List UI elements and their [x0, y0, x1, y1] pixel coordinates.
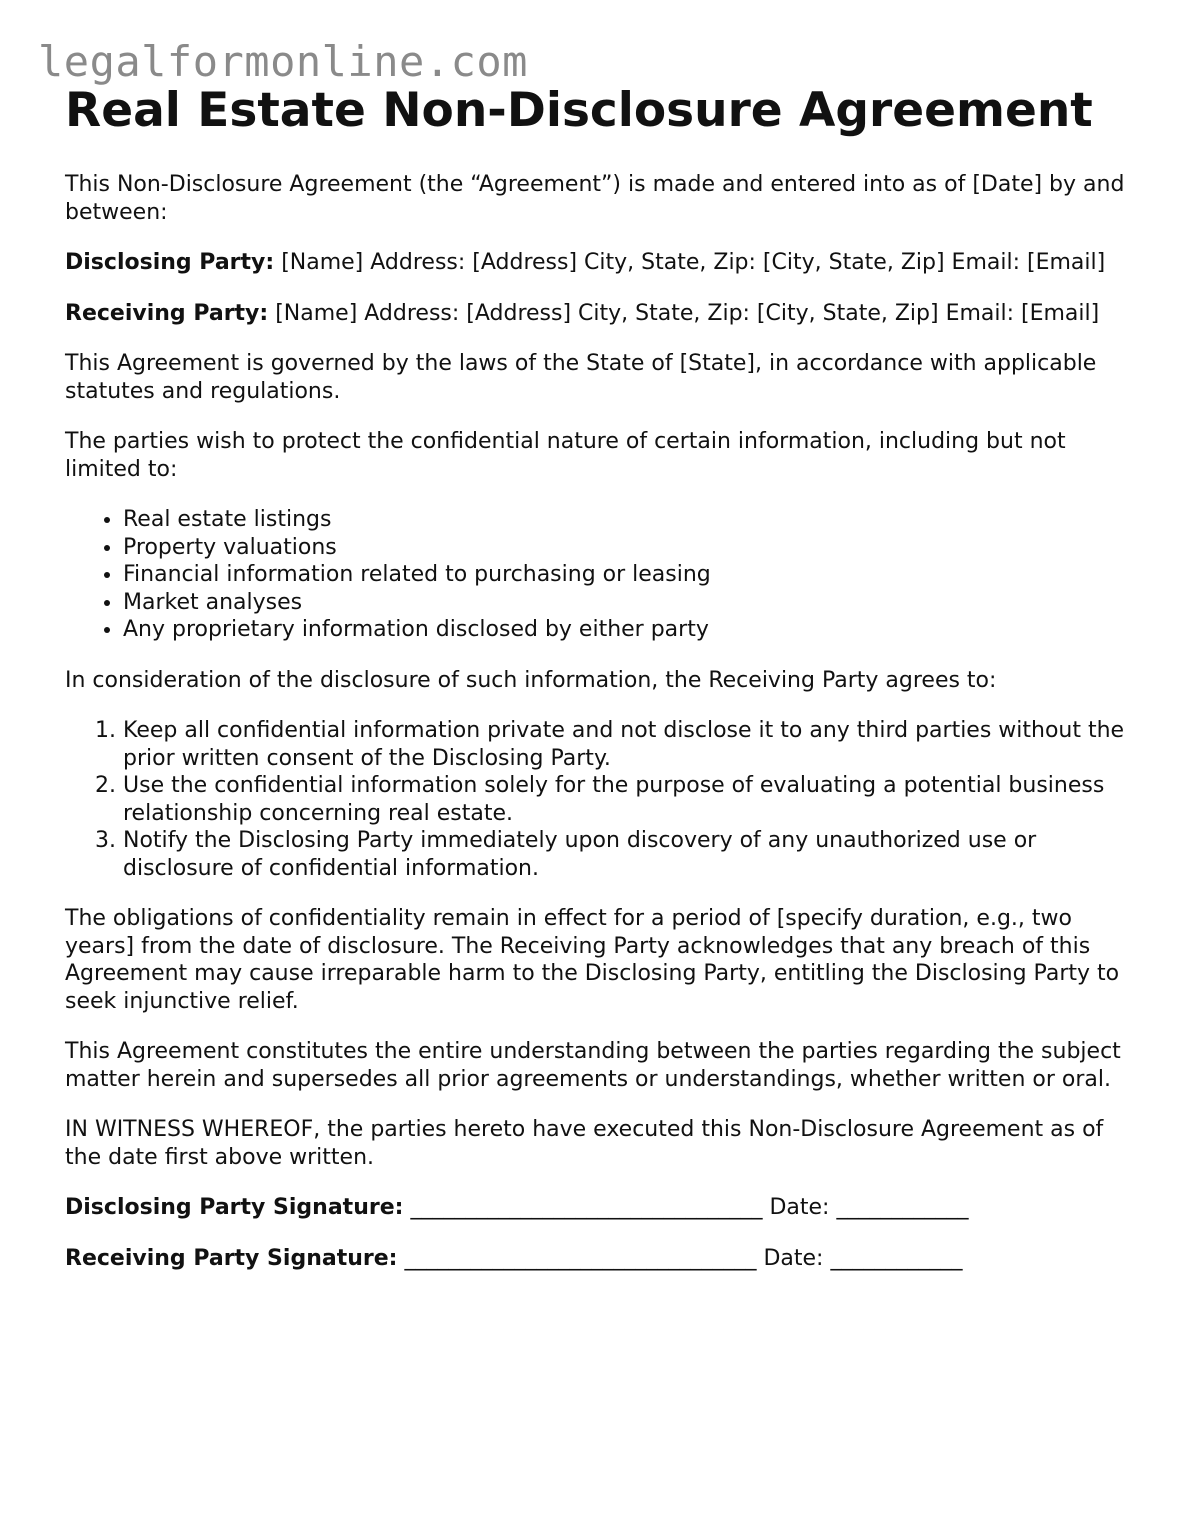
disclosing-party-block: [65, 249, 1125, 277]
list-item: • Financial information related to purchasing or leasing: [123, 561, 1125, 589]
confidential-intro-paragraph: The parties wish to protect the confidential nature of certain information, including but not limited to:: [65, 429, 1066, 482]
list-item: • Real estate listings: [123, 506, 1125, 534]
disclosing-party-details: [Name] Address: [Address] City, State, Zip: [City, State, Zip] Email: [Email]: [281, 250, 1106, 275]
governing-law-paragraph: This Agreement is governed by the laws of the State of [State], in accordance with applicable statutes and regulations.: [65, 351, 1097, 404]
list-item: 2. Use the confidential information solely for the purpose of evaluating a potential business relationship concerning real estate.: [123, 772, 1125, 827]
list-item: • Market analyses: [123, 589, 1125, 617]
disclosing-party-label: Disclosing Party:: [65, 250, 275, 275]
receiving-party-details: [Name] Address: [Address] City, State, Zip: [City, State, Zip] Email: [Email]: [275, 300, 1100, 326]
receiving-signature-row: [65, 1245, 1125, 1273]
receiving-date-line[interactable]: ____________: [830, 1245, 963, 1271]
entire-agreement-paragraph: This Agreement constitutes the entire understanding between the parties regarding the subject matter herein and supersedes all prior agreements or understandings, whether written or oral.: [65, 1039, 1121, 1092]
watermark: legalformonline.com: [38, 37, 528, 86]
intro-paragraph: This Non-Disclosure Agreement (the “Agreement”) is made and entered into as of [Date] by and between:: [65, 172, 1125, 225]
list-item: • Any proprietary information disclosed by either party: [123, 616, 1125, 644]
disclosing-signature-row: [65, 1194, 1125, 1222]
obligations-list: [65, 717, 1125, 882]
disclosing-signature-label: Disclosing Party Signature:: [65, 1195, 404, 1220]
receiving-party-block: [65, 300, 1125, 328]
witness-paragraph: IN WITNESS WHEREOF, the parties hereto have executed this Non-Disclosure Agreement as of the date first above written.: [65, 1117, 1104, 1170]
disclosing-date-label: Date:: [769, 1195, 830, 1220]
receiving-date-label: Date:: [763, 1245, 824, 1271]
obligations-intro-paragraph: In consideration of the disclosure of such information, the Receiving Party agrees to:: [65, 667, 997, 693]
disclosing-date-line[interactable]: ____________: [836, 1195, 969, 1220]
disclosing-signature-line[interactable]: ________________________________: [410, 1195, 763, 1220]
list-item: 3. Notify the Disclosing Party immediately upon discovery of any unauthorized use or disclosure of confidential information.: [123, 827, 1125, 882]
receiving-signature-label: Receiving Party Signature:: [65, 1245, 398, 1271]
document: [65, 82, 1125, 1272]
confidential-items-list: [65, 506, 1125, 644]
receiving-signature-line[interactable]: ________________________________: [404, 1245, 757, 1271]
list-item: • Property valuations: [123, 534, 1125, 562]
duration-paragraph: The obligations of confidentiality remain in effect for a period of [specify duration, e.g., two years] from the date of disclosure. The Receiving Party acknowledges that any breach of this Agreement may cause irreparable harm to the Disclosing Party, entitling the Disclosing Party to seek injunctive relief.: [65, 906, 1120, 1014]
document-title: Real Estate Non-Disclosure Agreement: [65, 83, 1093, 138]
receiving-party-label: Receiving Party:: [65, 300, 269, 326]
list-item: 1. Keep all confidential information private and not disclose it to any third parties without the prior written consent of the Disclosing Party.: [123, 717, 1125, 772]
